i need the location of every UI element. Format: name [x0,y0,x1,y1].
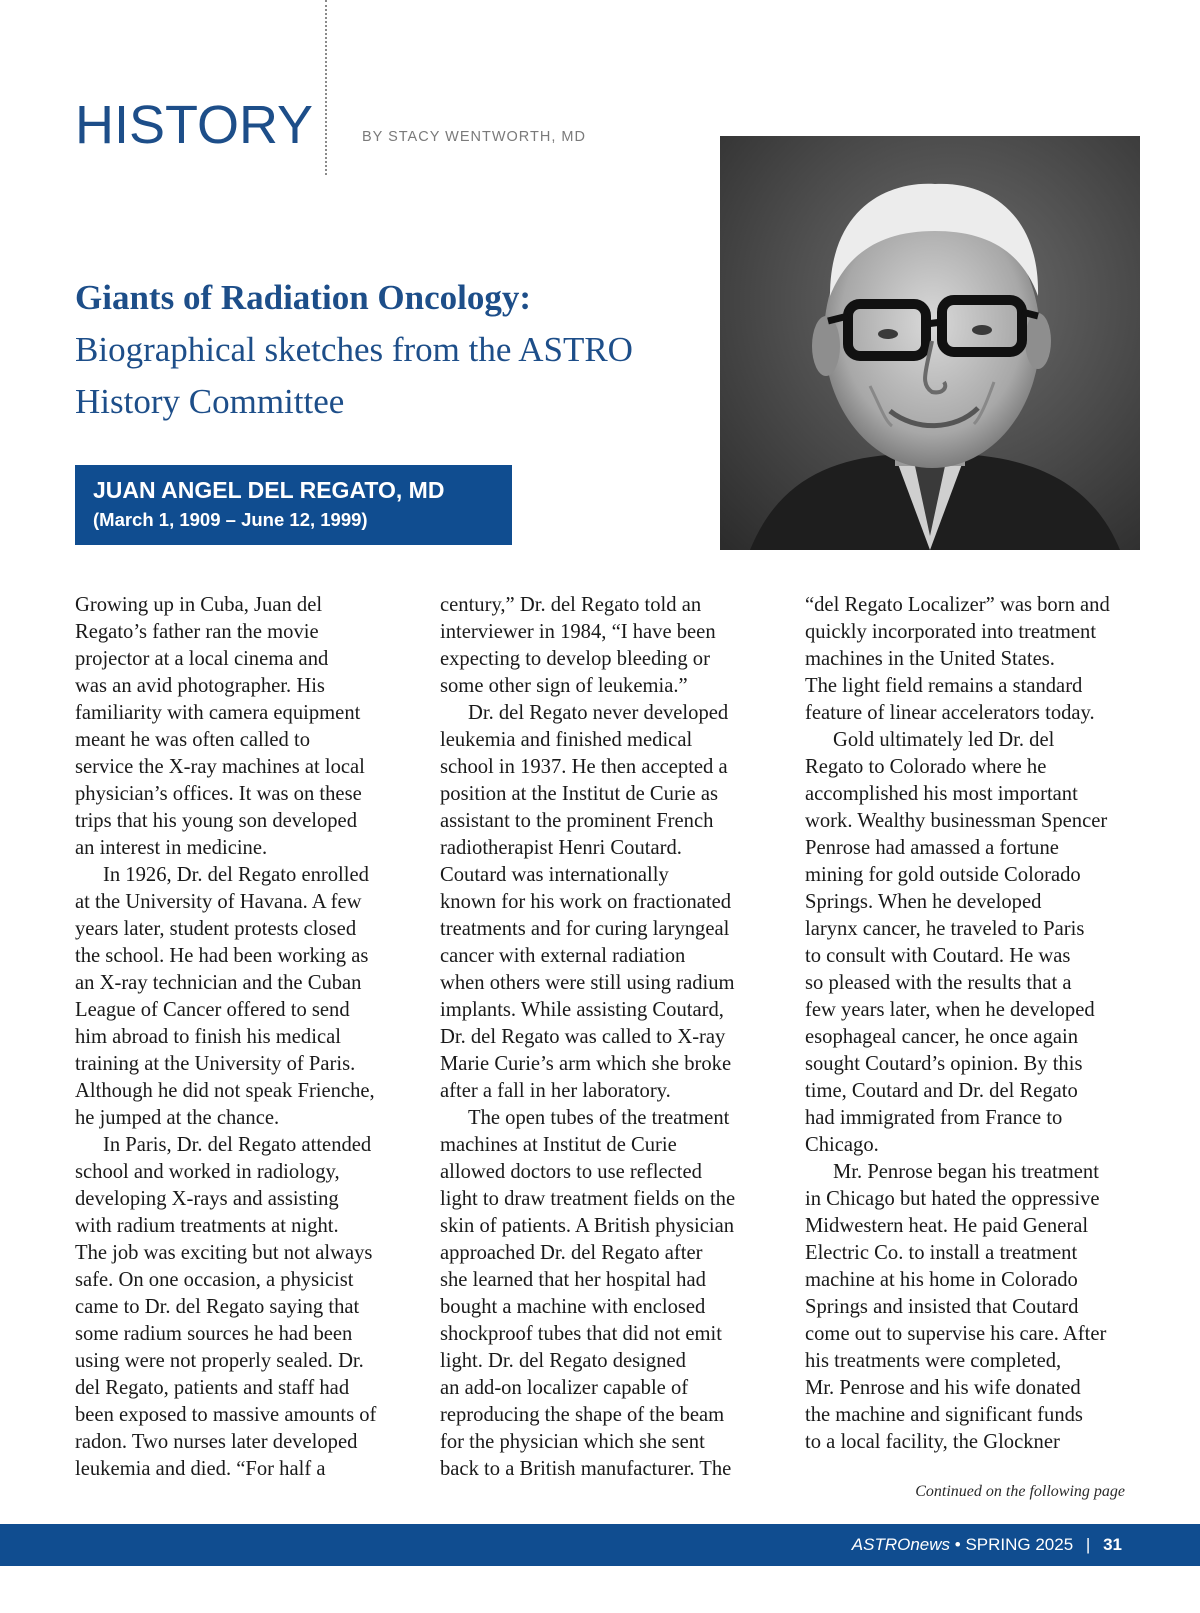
text-line: machines in the United States. [805,648,1055,670]
text-line: mining for gold outside Colorado [805,864,1081,886]
text-line: known for his work on fractionated [440,891,732,913]
text-line: del Regato, patients and staff had [75,1377,350,1399]
text-line: reproducing the shape of the beam [440,1404,725,1426]
text-line: accomplished his most important [805,783,1078,805]
text-line: The light field remains a standard [805,675,1083,697]
issue-label: SPRING 2025 [965,1535,1074,1554]
text-line: esophageal cancer, he once again [805,1026,1079,1048]
text-line: Penrose had amassed a fortune [805,837,1059,859]
text-line: Electric Co. to install a treatment [805,1242,1078,1264]
text-line: Regato to Colorado where he [805,756,1047,778]
text-line: leukemia and died. “For half a [75,1458,326,1480]
byline: BY STACY WENTWORTH, MD [362,129,586,145]
text-line: century,” Dr. del Regato told an [440,594,702,616]
text-line: The job was exciting but not always [75,1242,373,1264]
text-line: machines at Institut de Curie [440,1134,677,1156]
headline-bold: Giants of Radiation Oncology: [75,278,532,317]
text-line: come out to supervise his care. After [805,1323,1107,1345]
continued-note: Continued on the following page [915,1483,1125,1500]
text-line: machine at his home in Colorado [805,1269,1078,1291]
article-headline [75,272,695,428]
article-column-3 [805,592,1135,1456]
text-line: allowed doctors to use reflected [440,1161,702,1183]
text-line: position at the Institut de Curie as [440,783,718,805]
text-line: some radium sources he had been [75,1323,353,1345]
footer-separator: | [1085,1535,1091,1554]
text-line: in Chicago but hated the oppressive [805,1188,1100,1210]
text-line: the machine and significant funds [805,1404,1083,1426]
name-banner [75,465,512,545]
text-line: Marie Curie’s arm which she broke [440,1053,732,1075]
text-line: Mr. Penrose and his wife donated [805,1377,1081,1399]
text-line: back to a British manufacturer. The [440,1458,732,1480]
text-line: bought a machine with enclosed [440,1296,706,1318]
text-line: projector at a local cinema and [75,648,329,670]
text-line: Regato’s father ran the movie [75,621,319,643]
text-line: training at the University of Paris. [75,1053,356,1075]
portrait-illustration [720,136,1140,550]
page-footer [0,1524,1200,1566]
text-line: so pleased with the results that a [805,972,1072,994]
text-line: him abroad to finish his medical [75,1026,341,1048]
dotted-divider [325,0,327,175]
text-line: work. Wealthy businessman Spencer [805,810,1108,832]
text-line: Chicago. [805,1134,879,1156]
text-line: light. Dr. del Regato designed [440,1350,686,1372]
text-line: few years later, when he developed [805,999,1095,1021]
text-line: Growing up in Cuba, Juan del [75,594,323,616]
text-line: Midwestern heat. He paid General [805,1215,1089,1237]
text-line: skin of patients. A British physician [440,1215,735,1237]
text-line: to consult with Coutard. He was [805,945,1071,967]
article-column-2 [440,592,770,1483]
text-line: service the X-ray machines at local [75,756,365,778]
text-line: “del Regato Localizer” was born and [805,594,1110,616]
text-line: he jumped at the chance. [75,1107,280,1129]
text-line: The open tubes of the treatment [468,1107,730,1129]
text-line: implants. While assisting Coutard, [440,999,724,1021]
text-line: Dr. del Regato never developed [468,702,729,724]
text-line: meant he was often called to [75,729,311,751]
text-line: treatments and for curing laryngeal [440,918,730,940]
text-line: expecting to develop bleeding or [440,648,710,670]
text-line: safe. On one occasion, a physicist [75,1269,354,1291]
subject-dates: (March 1, 1909 – June 12, 1999) [93,509,368,530]
text-line: was an avid photographer. His [75,675,325,697]
text-line: an add-on localizer capable of [440,1377,689,1399]
text-line: Coutard was internationally [440,864,669,886]
text-line: an interest in medicine. [75,837,268,859]
text-line: had immigrated from France to [805,1107,1063,1129]
section-label: HISTORY [75,95,314,155]
text-line: his treatments were completed, [805,1350,1062,1372]
text-line: trips that his young son developed [75,810,357,832]
text-line: assistant to the prominent French [440,810,714,832]
text-line: developing X-rays and assisting [75,1188,339,1210]
text-line: quickly incorporated into treatment [805,621,1097,643]
text-line: light to draw treatment fields on the [440,1188,736,1210]
text-line: for the physician which she sent [440,1431,705,1453]
text-line: Gold ultimately led Dr. del [833,729,1055,751]
text-line: Although he did not speak Frienche, [75,1080,375,1102]
text-line: the school. He had been working as [75,945,369,967]
text-line: some other sign of leukemia.” [440,675,688,697]
subject-name: JUAN ANGEL DEL REGATO, MD [93,477,445,503]
text-line: radon. Two nurses later developed [75,1431,358,1453]
text-line: In Paris, Dr. del Regato attended [103,1134,372,1156]
text-line: shockproof tubes that did not emit [440,1323,722,1345]
text-line: school and worked in radiology, [75,1161,340,1183]
text-line: she learned that her hospital had [440,1269,706,1291]
text-line: Springs. When he developed [805,891,1042,913]
text-line: Mr. Penrose began his treatment [833,1161,1099,1183]
footer-bullet: • [954,1535,961,1554]
text-line: came to Dr. del Regato saying that [75,1296,360,1318]
text-line: familiarity with camera equipment [75,702,361,724]
magazine-name: ASTROnews [851,1535,951,1554]
article-column-1 [75,592,405,1483]
text-line: at the University of Havana. A few [75,891,362,913]
text-line: to a local facility, the Glockner [805,1431,1060,1453]
text-line: been exposed to massive amounts of [75,1404,377,1426]
text-line: Springs and insisted that Coutard [805,1296,1079,1318]
text-line: approached Dr. del Regato after [440,1242,703,1264]
text-line: an X-ray technician and the Cuban [75,972,362,994]
portrait-photo [720,136,1140,550]
text-line: feature of linear accelerators today. [805,702,1095,724]
text-line: larynx cancer, he traveled to Paris [805,918,1085,940]
text-line: physician’s offices. It was on these [75,783,362,805]
text-line: when others were still using radium [440,972,735,994]
text-line: time, Coutard and Dr. del Regato [805,1080,1078,1102]
text-line: League of Cancer offered to send [75,999,350,1021]
text-line: after a fall in her laboratory. [440,1080,671,1102]
text-line: In 1926, Dr. del Regato enrolled [103,864,369,886]
text-line: Dr. del Regato was called to X-ray [440,1026,726,1048]
text-line: sought Coutard’s opinion. By this [805,1053,1083,1075]
text-line: years later, student protests closed [75,918,357,940]
text-line: leukemia and finished medical [440,729,693,751]
headline-subtitle: Biographical sketches from the ASTRO History Committee [75,330,633,421]
page-number: 31 [1103,1535,1122,1554]
text-line: interviewer in 1984, “I have been [440,621,716,643]
text-line: school in 1937. He then accepted a [440,756,728,778]
text-line: radiotherapist Henri Coutard. [440,837,682,859]
text-line: cancer with external radiation [440,945,686,967]
text-line: using were not properly sealed. Dr. [75,1350,364,1372]
text-line: with radium treatments at night. [75,1215,339,1237]
